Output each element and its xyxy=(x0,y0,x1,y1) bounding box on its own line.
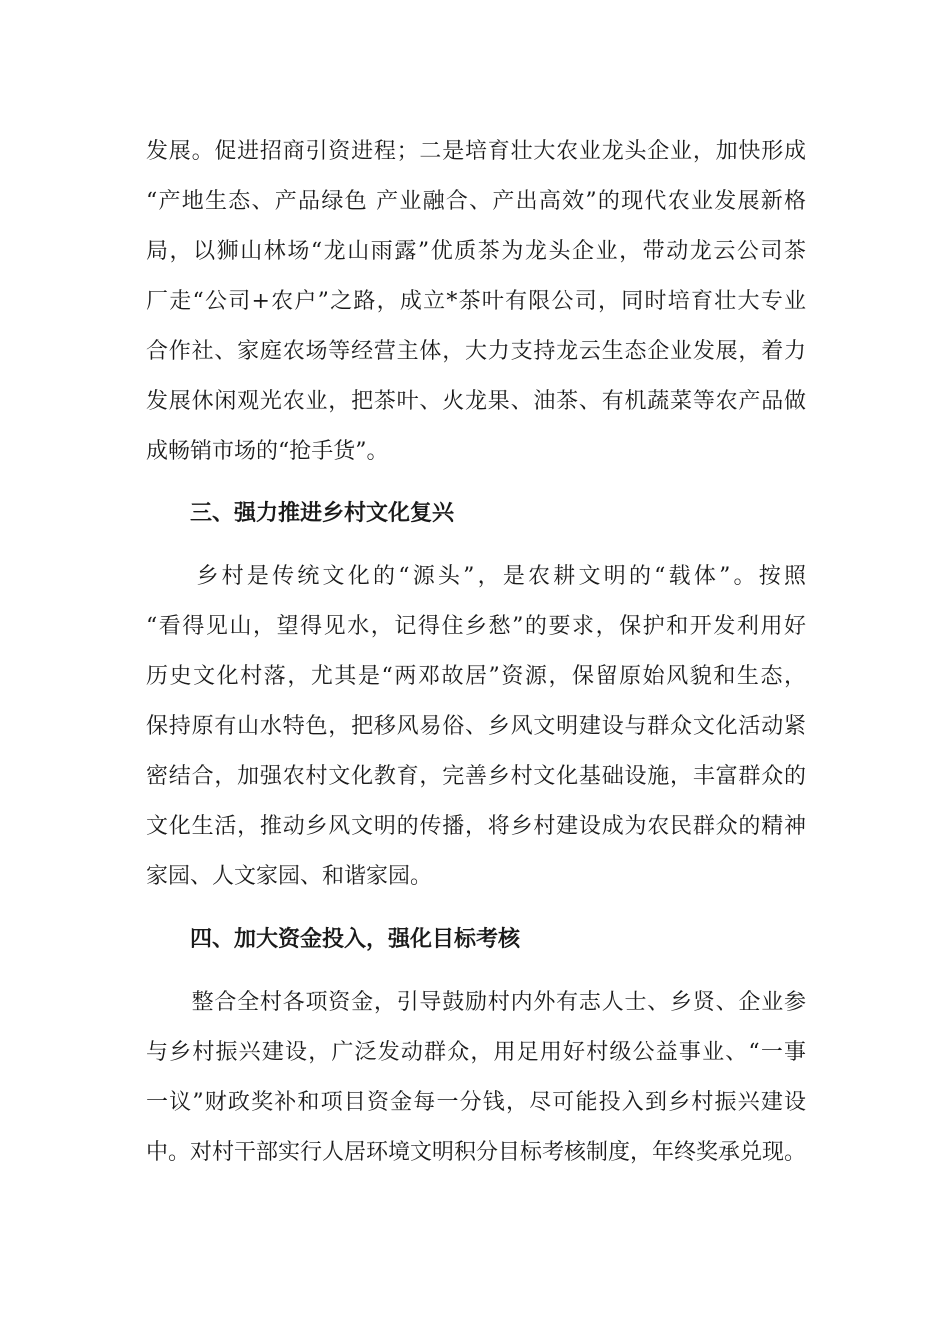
text-line: 成畅销市场的“抢手货”。 xyxy=(146,439,389,464)
text-line: 密结合，加强农村文化教育，完善乡村文化基础设施，丰富群众的 xyxy=(146,764,806,789)
text-line: 局，以狮山林场“龙山雨露”优质茶为龙头企业，带动龙云公司茶 xyxy=(146,239,806,264)
text-line: 合作社、家庭农场等经营主体，大力支持龙云生态企业发展，着力 xyxy=(146,339,806,364)
text-line: 中。对村干部实行人居环境文明积分目标考核制度，年终奖承兑现。 xyxy=(146,1140,807,1165)
text-line: 与乡村振兴建设，广泛发动群众，用足用好村级公益事业、“一事 xyxy=(146,1040,806,1065)
text-line: 发展休闲观光农业，把茶叶、火龙果、油茶、有机蔬菜等农产品做 xyxy=(146,389,806,414)
text-line: 乡村是传统文化的“源头”，是农耕文明的“载体”。按照 xyxy=(146,564,806,589)
text-line: 历史文化村落，尤其是“两邓故居”资源，保留原始风貌和生态， xyxy=(146,664,806,689)
section-heading: 三、强力推进乡村文化复兴 xyxy=(190,500,455,526)
text-line: “看得见山，望得见水，记得住乡愁”的要求，保护和开发利用好 xyxy=(146,614,806,639)
text-line: 一议”财政奖补和项目资金每一分钱，尽可能投入到乡村振兴建设 xyxy=(146,1090,806,1115)
text-line: 发展。促进招商引资进程；二是培育壮大农业龙头企业，加快形成 xyxy=(146,139,806,164)
text-line: 家园、人文家园、和谐家园。 xyxy=(146,864,433,889)
text-line: 文化生活，推动乡风文明的传播，将乡村建设成为农民群众的精神 xyxy=(146,814,806,839)
text-line: “产地生态、产品绿色 产业融合、产出高效”的现代农业发展新格 xyxy=(146,189,806,214)
text-line: 厂走“公司+农户”之路，成立*茶叶有限公司，同时培育壮大专业 xyxy=(146,289,806,314)
text-line: 整合全村各项资金，引导鼓励村内外有志人士、乡贤、企业参 xyxy=(146,990,806,1015)
text-line: 保持原有山水特色，把移风易俗、乡风文明建设与群众文化活动紧 xyxy=(146,714,806,739)
section-heading: 四、加大资金投入，强化目标考核 xyxy=(190,926,521,952)
